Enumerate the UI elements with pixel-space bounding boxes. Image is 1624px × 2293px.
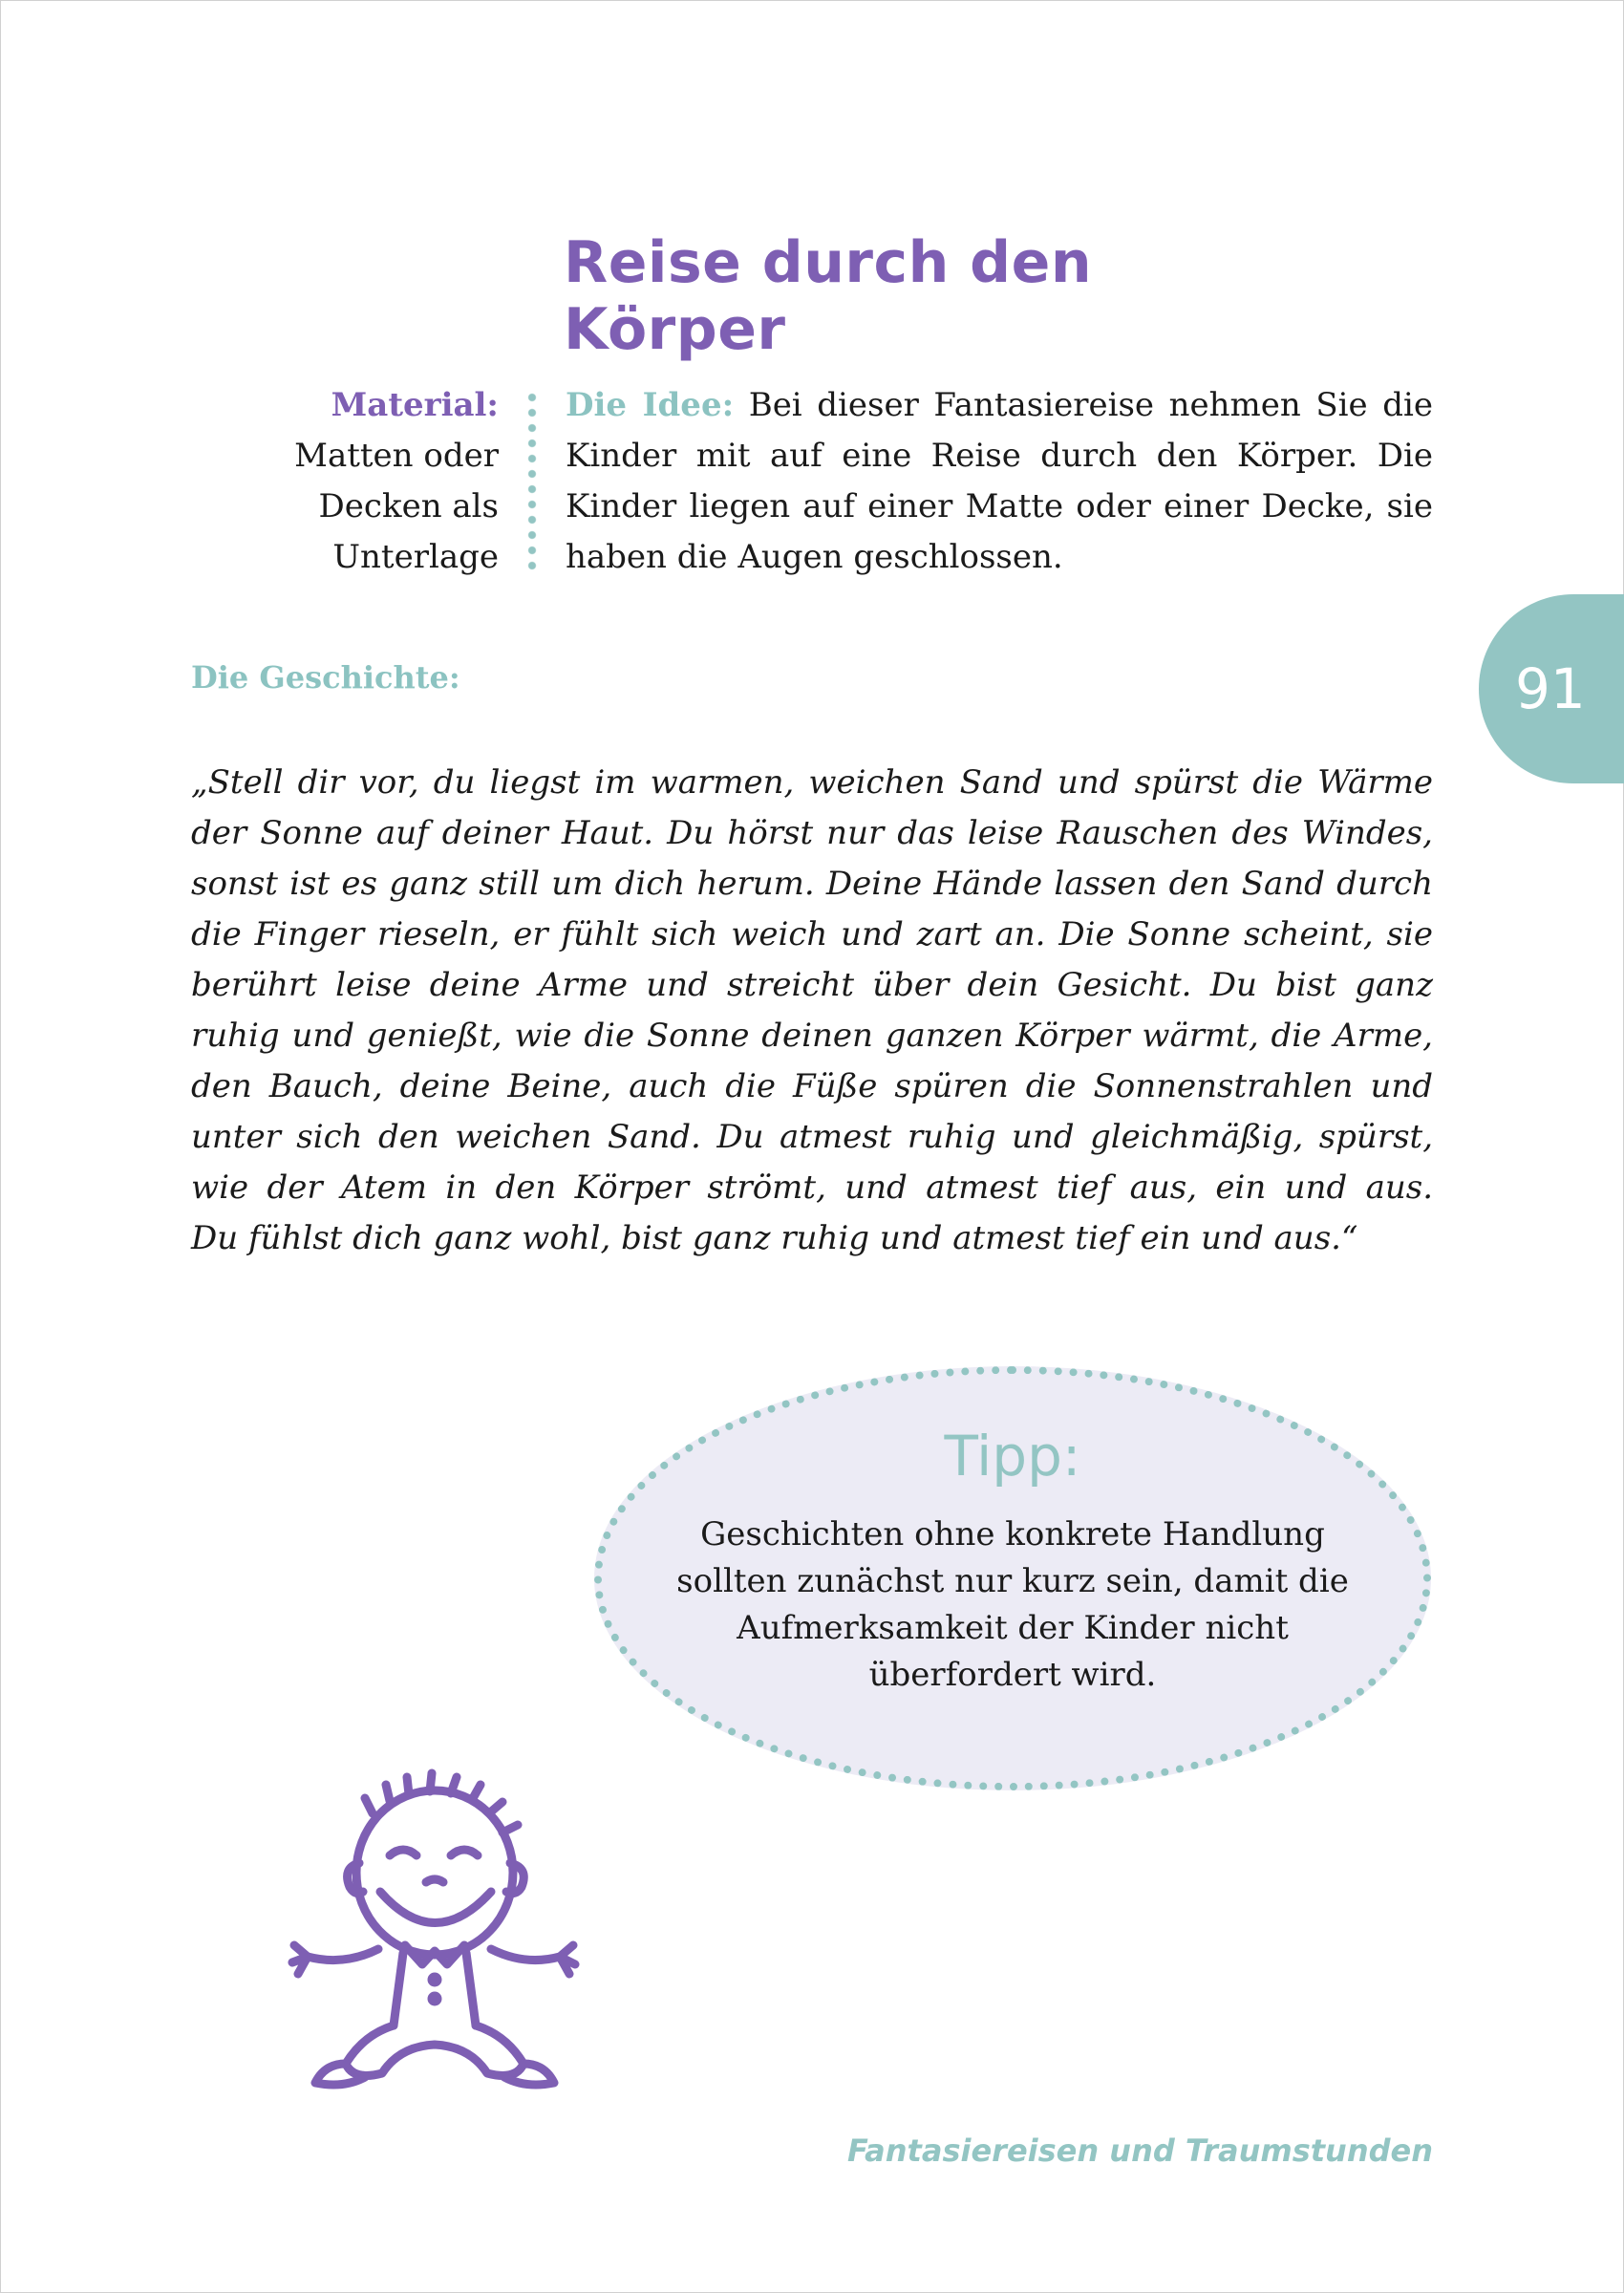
tip-title: Tipp: bbox=[944, 1424, 1081, 1489]
material-line: Unterlage bbox=[332, 538, 499, 576]
material-block bbox=[210, 380, 499, 583]
material-line: Decken als bbox=[318, 487, 499, 525]
idea-text: Bei dieser Fantasiereise nehmen Sie die Kinder mit auf eine Reise durch den Körper. Die Kinder liegen auf einer Matte oder einer Decke, sie haben die Augen geschlossen. bbox=[566, 386, 1433, 576]
material-label: Material: bbox=[331, 386, 499, 424]
running-footer: Fantasiereisen und Traumstunden bbox=[846, 2132, 1433, 2169]
page-title: Reise durch den Körper bbox=[564, 229, 1093, 363]
tip-text: Geschichten ohne konkrete Handlung sollten zunächst nur kurz sein, damit die Aufmerksamkeit der Kinder nicht überfordert wird. bbox=[676, 1515, 1349, 1694]
story-paragraph: Du fühlst dich ganz wohl, bist ganz ruhig und atmest tief ein und aus.“ bbox=[191, 1219, 1358, 1257]
story-text bbox=[191, 758, 1433, 1264]
page-number: 91 bbox=[1515, 656, 1586, 721]
material-line: Matten oder bbox=[294, 437, 499, 475]
dotted-divider bbox=[525, 390, 539, 573]
story-paragraph: „Stell dir vor, du liegst im warmen, weichen Sand und spürst die Wärme der Sonne auf deiner Haut. Du hörst nur das leise Rauschen des Windes, sonst ist es ganz still um dich herum. Deine Hände lassen den Sand durch die Finger rieseln, er fühlt sich weich und zart an. Die Sonne scheint, sie berührt leise deine Arme und streicht über dein Gesicht. Du bist ganz ruhig und genießt, wie die Sonne deinen ganzen Körper wärmt, die Arme, den Bauch, deine Beine, auch die Füße spüren die Sonnenstrahlen und unter sich den weichen Sand. Du atmest ruhig und gleichmäßig, spürst, wie der Atem in den Körper strömt, und atmest tief aus, ein und aus. bbox=[191, 763, 1433, 1207]
happy-child-icon bbox=[287, 1748, 583, 2092]
idea-label: Die Idee: bbox=[566, 386, 735, 424]
idea-block bbox=[566, 380, 1433, 583]
story-label: Die Geschichte: bbox=[191, 659, 460, 696]
